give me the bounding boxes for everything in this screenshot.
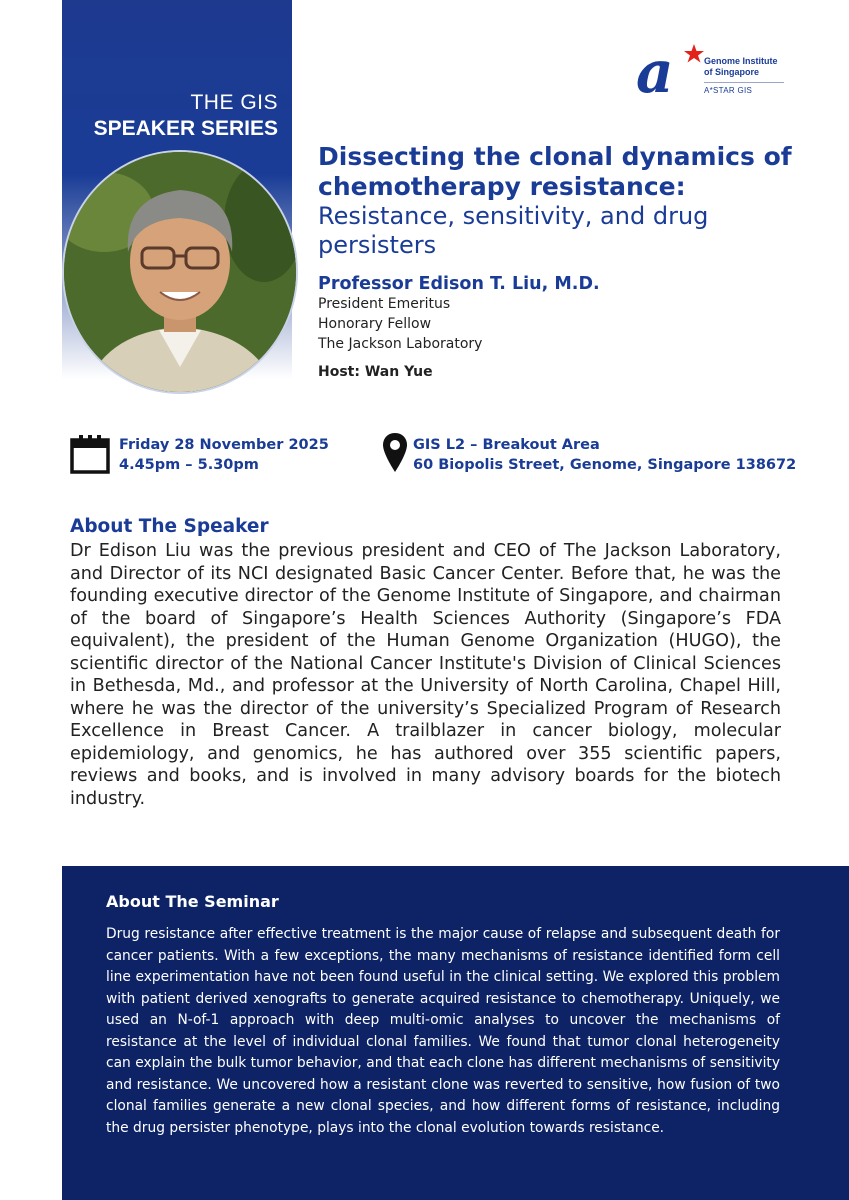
speaker-photo	[62, 150, 298, 394]
speaker-name: Professor Edison T. Liu, M.D.	[318, 274, 600, 294]
about-speaker-section	[70, 516, 781, 810]
talk-subtitle-line-2: persisters	[318, 231, 437, 259]
event-location-text	[413, 435, 796, 475]
logo-org-name	[704, 56, 778, 78]
event-datetime	[70, 432, 370, 478]
gis-logo	[634, 40, 794, 100]
event-date: Friday 28 November 2025	[119, 437, 329, 453]
host-name: Host: Wan Yue	[318, 364, 433, 380]
logo-divider	[704, 82, 784, 83]
speaker-role-3: The Jackson Laboratory	[318, 336, 483, 352]
location-pin-icon	[382, 432, 408, 474]
event-address: 60 Biopolis Street, Genome, Singapore 138672	[413, 457, 797, 473]
speaker-role-1: President Emeritus	[318, 296, 451, 312]
event-location	[382, 432, 822, 478]
event-time: 4.45pm – 5.30pm	[119, 457, 259, 473]
talk-title-line-2: chemotherapy resistance:	[318, 172, 686, 201]
talk-title-line-1: Dissecting the clonal dynamics of	[318, 142, 792, 171]
speaker-role-2: Honorary Fellow	[318, 316, 432, 332]
about-speaker-body: Dr Edison Liu was the previous president and CEO of The Jackson Laboratory, and Director of its NCI designated Basic Cancer Center. Before that, he was the founding executive director of the Genome Institute of Singapore, and chairman of the board of Singapore’s Health Sciences Authority (Singapore’s FDA equivalent), the president of the Human Genome Organization (HUGO), the scientific director of the National Cancer Institute's Division of Clinical Sciences in Bethesda, Md., and professor at the University of North Carolina, Chapel Hill, where he was the director of the university’s Specialized Program of Research Excellence in Breast Cancer. A trailblazer in cancer biology, molecular epidemiology, and genomics, he has authored over 355 scientific papers, reviews and books, and is involved in many advisory boards for the biotech industry.	[70, 541, 781, 809]
about-speaker-heading: About The Speaker	[70, 516, 269, 537]
about-seminar-section	[62, 866, 849, 1200]
about-seminar-heading: About The Seminar	[106, 892, 279, 911]
event-venue: GIS L2 – Breakout Area	[413, 437, 600, 453]
logo-org-line-2: of Singapore	[704, 67, 760, 77]
about-seminar-body: Drug resistance after effective treatment is the major cause of relapse and subsequent death for cancer patients. With a few exceptions, the many mechanisms of resistance identified form cell line experimentation have not been found useful in the clinical setting. We explored this problem with patient derived xenografts to generate acquired resistance to chemotherapy. Uniquely, we used an N-of-1 approach with deep multi-omic analyses to uncover the mechanisms of resistance at the level of individual clonal families. We found that tumor clonal heterogeneity can explain the bulk tumor behavior, and that each clone has different mechanisms of sensitivity and resistance. We uncovered how a resistant clone was reverted to sensitive, how fusion of two clonal families generate a new clonal species, and how different forms of resistance, including the drug persister phenotype, plays into the clonal evolution towards resistance.	[106, 926, 780, 1136]
banner-line-2: SPEAKER SERIES	[93, 117, 278, 140]
logo-sub: A*STAR GIS	[704, 86, 753, 95]
event-datetime-text	[119, 435, 329, 475]
talk-subtitle-line-1: Resistance, sensitivity, and drug	[318, 202, 709, 230]
svg-text:a: a	[636, 40, 674, 100]
banner-line-1: THE GIS	[190, 91, 278, 114]
logo-org-line-1: Genome Institute	[704, 56, 778, 66]
talk-info	[318, 142, 818, 380]
calendar-icon	[70, 434, 110, 474]
astar-logo-icon	[634, 40, 704, 100]
banner-title	[94, 90, 278, 142]
